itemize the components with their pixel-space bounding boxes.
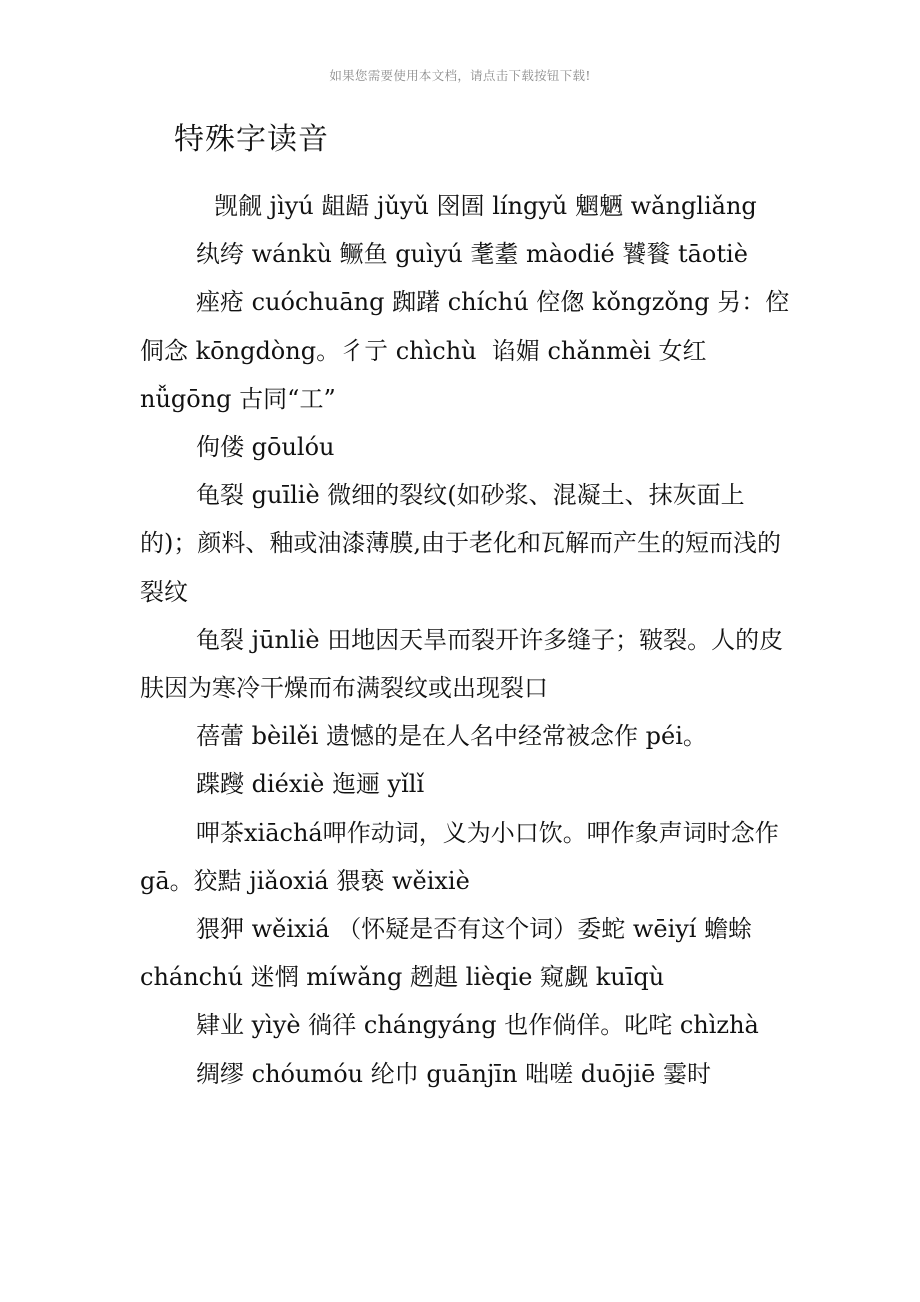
paragraph-12: 绸缪 chóumóu 纶巾 guānjīn 咄嗟 duōjiē 霎时: [196, 1059, 711, 1088]
page-title: 特殊字读音: [174, 122, 329, 157]
download-notice: 如果您需要使用本文档，请点击下载按钮下载!: [329, 68, 591, 83]
paragraph-11: 肄业 yìyè 徜徉 chángyáng 也作倘佯。叱咤 chìzhà: [196, 1011, 759, 1040]
paragraph-5: 龟裂 guīliè 微细的裂纹(如砂浆、混凝土、抹灰面上的)；颜料、釉或油漆薄膜,由于老化和瓦解而产生的短而浅的裂纹: [140, 481, 781, 606]
paragraph-7: 蓓蕾 bèilěi 遗憾的是在人名中经常被念作 péi。: [196, 722, 707, 751]
paragraph-10: 猥狎 wěixiá （怀疑是否有这个词）委蛇 wēiyí 蟾蜍 chánchú 迷惘 míwǎng 趔趄 lièqie 窥觑 kuīqù: [140, 915, 760, 992]
paragraph-2: 纨绔 wánkù 鳜鱼 guìyú 耄耋 màodié 饕餮 tāotiè: [196, 240, 748, 269]
paragraph-8: 蹀躞 diéxiè 迤逦 yǐlǐ: [196, 770, 425, 799]
document-body: [140, 182, 790, 1098]
paragraph-9: 呷茶xiāchá呷作动词，义为小口饮。呷作象声词时念作 gā。狡黠 jiǎoxiá 猥亵 wěixiè: [140, 818, 787, 895]
paragraph-3: 痤疮 cuóchuāng 踟躇 chíchú 倥偬 kǒngzǒng 另：倥侗念 kōngdòng。彳亍 chìchù 谄媚 chǎnmèi 女红 nǚgōng 古同“工”: [140, 288, 790, 413]
paragraph-6: 龟裂 jūnliè 田地因天旱而裂开许多缝子；皲裂。人的皮肤因为寒冷干燥而布满裂纹或出现裂口: [140, 625, 784, 703]
paragraph-1: 觊觎 jìyú 龃龉 jǔyǔ 囹圄 língyǔ 魍魉 wǎngliǎng: [214, 192, 757, 220]
paragraph-4: 佝偻 gōulóu: [196, 433, 335, 462]
